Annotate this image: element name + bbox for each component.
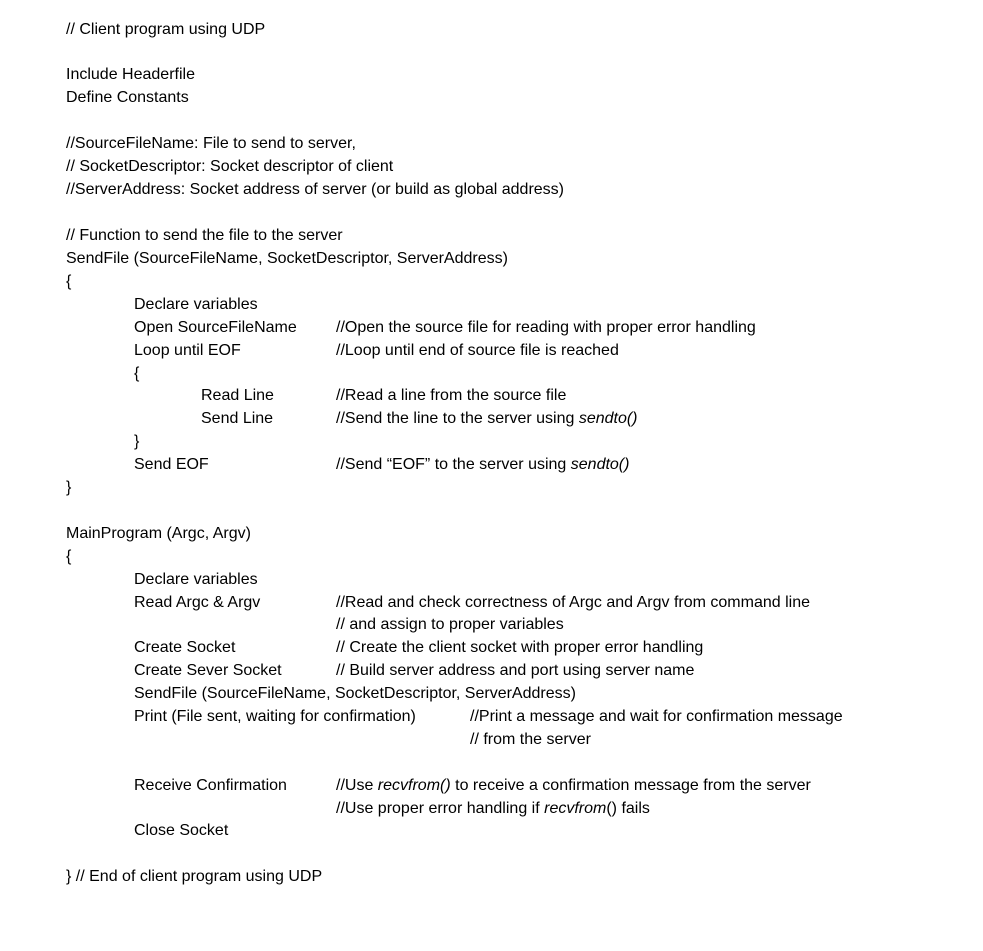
main-print-stmt: Print (File sent, waiting for confirmation) <box>134 708 416 725</box>
sendfile-send-comment: //Send the line to the server using sendto() <box>336 410 638 427</box>
param-comment-server: //ServerAddress: Socket address of server (or build as global address) <box>66 181 565 198</box>
sendfile-comment: // Function to send the file to the server <box>66 227 343 244</box>
main-server-comment: // Build server address and port using server name <box>336 662 695 679</box>
main-declare: Declare variables <box>134 571 258 588</box>
sendfile-open-stmt: Open SourceFileName <box>134 319 297 336</box>
sendfile-signature: SendFile (SourceFileName, SocketDescriptor, ServerAddress) <box>66 250 508 267</box>
main-open-brace: { <box>66 548 72 565</box>
sendfile-close-brace: } <box>66 479 72 496</box>
define-line: Define Constants <box>66 89 189 106</box>
sendto-function: sendto() <box>570 456 630 473</box>
param-comment-socket: // SocketDescriptor: Socket descriptor of client <box>66 158 394 175</box>
main-socket-comment: // Create the client socket with proper error handling <box>336 639 704 656</box>
sendfile-declare: Declare variables <box>134 296 258 313</box>
param-comment-source: //SourceFileName: File to send to server, <box>66 135 356 152</box>
sendto-function: sendto() <box>578 410 638 427</box>
sendfile-eof-comment: //Send “EOF” to the server using sendto() <box>336 456 630 473</box>
sendfile-eof-stmt: Send EOF <box>134 456 209 473</box>
main-read-comment-2: // and assign to proper variables <box>336 616 564 633</box>
sendfile-loop-close-brace: } <box>134 433 140 450</box>
header-comment: // Client program using UDP <box>66 21 266 38</box>
recvfrom-function: recvfrom <box>544 800 607 817</box>
sendfile-open-comment: //Open the source file for reading with proper error handling <box>336 319 756 336</box>
main-socket-stmt: Create Socket <box>134 639 236 656</box>
main-close-stmt: Close Socket <box>134 822 229 839</box>
main-server-stmt: Create Sever Socket <box>134 662 282 679</box>
sendfile-loop-stmt: Loop until EOF <box>134 342 241 359</box>
main-print-comment-2: // from the server <box>470 731 591 748</box>
sendfile-open-brace: { <box>66 273 72 290</box>
main-signature: MainProgram (Argc, Argv) <box>66 525 251 542</box>
main-recv-stmt: Receive Confirmation <box>134 777 287 794</box>
main-read-stmt: Read Argc & Argv <box>134 594 261 611</box>
recvfrom-function: recvfrom() <box>377 777 451 794</box>
main-recv-comment-2: //Use proper error handling if recvfrom() fails <box>336 800 650 817</box>
main-recv-comment-1: //Use recvfrom() to receive a confirmation message from the server <box>336 777 811 794</box>
include-line: Include Headerfile <box>66 66 195 83</box>
main-end-line: } // End of client program using UDP <box>66 868 323 885</box>
sendfile-loop-comment: //Loop until end of source file is reached <box>336 342 619 359</box>
sendfile-read-comment: //Read a line from the source file <box>336 387 567 404</box>
sendfile-loop-open-brace: { <box>134 365 140 382</box>
main-read-comment-1: //Read and check correctness of Argc and Argv from command line <box>336 594 811 611</box>
main-sendfile-call: SendFile (SourceFileName, SocketDescriptor, ServerAddress) <box>134 685 576 702</box>
sendfile-send-stmt: Send Line <box>201 410 274 427</box>
sendfile-read-stmt: Read Line <box>201 387 274 404</box>
main-print-comment-1: //Print a message and wait for confirmation message <box>470 708 843 725</box>
